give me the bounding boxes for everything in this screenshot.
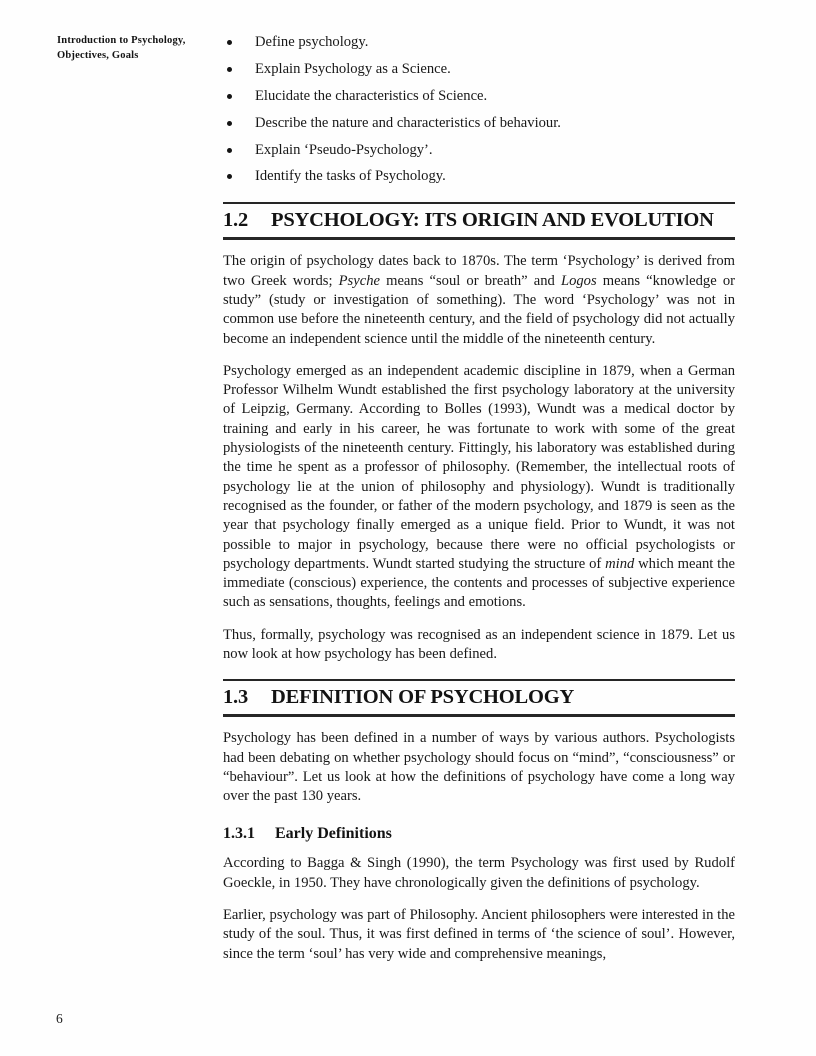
paragraph-text: means “knowledge or study” (study or investigation of something). The word ‘Psychology’ was not in common use before the nineteenth century, and the field of psychology did not actually become an independent science until the middle of the nineteenth century. bbox=[223, 272, 735, 347]
italic-term: Logos bbox=[560, 272, 597, 289]
margin-label-text: Introduction to Psychology, Objectives, Goals bbox=[57, 35, 186, 61]
paragraph bbox=[223, 362, 735, 613]
paragraph-text: Earlier, psychology was part of Philosophy. Ancient philosophers were interested in the study of the soul. Thus, it was first defined in terms of ‘the science of soul’. However, since the term ‘soul’ has very wide and comprehensive meanings, bbox=[223, 907, 735, 962]
list-item-text: Explain Psychology as a Science. bbox=[255, 60, 451, 77]
paragraph-text: which meant the immediate (conscious) experience, the contents and processes of subjective experience such as sensations, thoughts, feelings and emotions. bbox=[223, 555, 735, 611]
bullet-icon bbox=[227, 174, 232, 179]
list-item-text: Elucidate the characteristics of Science. bbox=[255, 87, 488, 104]
section-number: 1.2 bbox=[223, 209, 249, 232]
margin-label bbox=[57, 33, 219, 63]
list-item-text: Define psychology. bbox=[255, 34, 369, 50]
italic-term: Psyche bbox=[338, 272, 380, 289]
subsection-number: 1.3.1 bbox=[223, 825, 255, 843]
main-text-column bbox=[223, 33, 735, 977]
section-heading-1-3 bbox=[223, 679, 735, 717]
section-number: 1.3 bbox=[223, 686, 249, 709]
paragraph-text: According to Bagga & Singh (1990), the term Psychology was first used by Rudolf Goeckle, in 1950. They have chronologically given the definitions of psychology. bbox=[223, 855, 735, 891]
paragraph-text: Thus, formally, psychology was recognised as an independent science in 1879. Let us now look at how psychology has been defined. bbox=[223, 626, 735, 662]
list-item-text: Identify the tasks of Psychology. bbox=[255, 168, 446, 185]
italic-term: mind bbox=[605, 555, 635, 572]
subsection-title: Early Definitions bbox=[275, 825, 392, 843]
bullet-icon bbox=[227, 94, 232, 99]
subsection-heading-1-3-1 bbox=[223, 824, 735, 844]
spacer bbox=[223, 194, 735, 202]
list-item bbox=[223, 114, 735, 133]
paragraph bbox=[223, 626, 735, 665]
page-number: 6 bbox=[56, 1011, 63, 1026]
bullet-icon bbox=[227, 67, 232, 72]
objectives-list bbox=[223, 33, 735, 187]
list-item-text: Explain ‘Pseudo-Psychology’. bbox=[255, 141, 433, 158]
section-title: PSYCHOLOGY: ITS ORIGIN AND EVOLUTION bbox=[271, 209, 714, 232]
paragraph bbox=[223, 906, 735, 964]
list-item bbox=[223, 87, 735, 106]
list-item bbox=[223, 167, 735, 186]
list-item-text: Describe the nature and characteristics of behaviour. bbox=[255, 114, 561, 131]
paragraph bbox=[223, 854, 735, 893]
paragraph-text: The origin of psychology dates back to 1870s. The term ‘Psychology’ is derived from two Greek words; bbox=[223, 253, 735, 289]
paragraph-text: Psychology has been defined in a number of ways by various authors. Psychologists had been debating on whether psychology should focus on “mind”, “consciousness” or “behaviour”. Let us look at how the definitions of psychology have come a long way over the past 130 years. bbox=[223, 730, 735, 805]
list-item bbox=[223, 33, 735, 52]
list-item bbox=[223, 141, 735, 160]
section-title: DEFINITION OF PSYCHOLOGY bbox=[271, 686, 575, 709]
paragraph bbox=[223, 729, 735, 806]
bullet-icon bbox=[227, 148, 232, 153]
paragraph-text: Psychology emerged as an independent academic discipline in 1879, when a German Professor Wilhelm Wundt established the first psychology laboratory at the university of Leipzig, Germany. According to Bolles (1993), Wundt was a medical doctor by training and early in his career, he was fortunate to work with some of the great physiologists of the nineteenth century. Fittingly, his laboratory was established during the time he spent as a professor of philosophy. (Remember, the intellectual roots of psychology lie at the union of philosophy and physiology). Wundt is traditionally recognised as the founder, or father of the modern psychology, and 1879 is seen as the year that psychology finally emerged as a unique field. Prior to Wundt, it was not possible to major in psychology, because there were no official psychologists or psychology departments. Wundt started studying the structure of bbox=[223, 362, 735, 572]
bullet-icon bbox=[227, 40, 232, 45]
paragraph-text: means “soul or breath” and bbox=[379, 272, 561, 289]
bullet-icon bbox=[227, 121, 232, 126]
list-item bbox=[223, 60, 735, 79]
section-heading-1-2 bbox=[223, 202, 735, 240]
paragraph bbox=[223, 252, 735, 348]
